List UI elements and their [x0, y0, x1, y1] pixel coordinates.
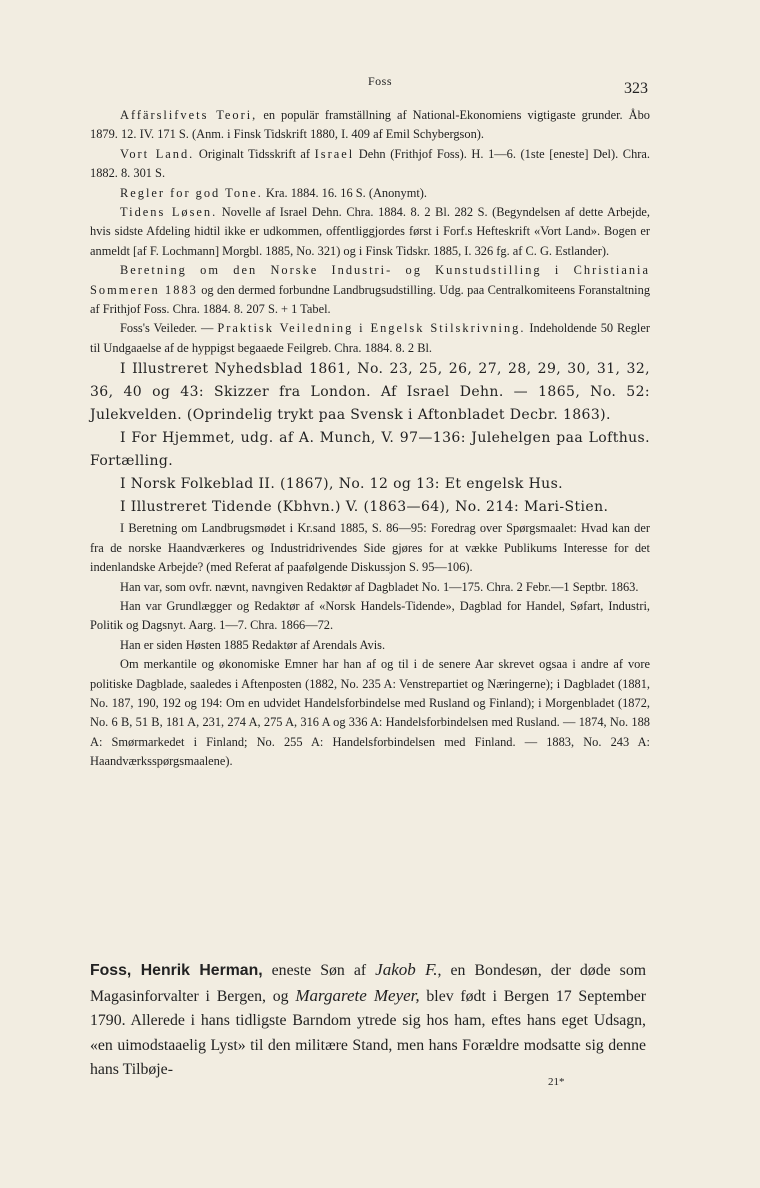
entry-affarslifvets: Affärslifvets Teori, en populär framställning af National-Ekonomiens vigtigaste grunder. Åbo 1879. 12. IV. 171 S. (Anm. i Finsk Tidskrift 1880, I. 409 af Emil Schybergson). — [90, 108, 650, 142]
paragraph-landbrugsmodet: I Beretning om Landbrugsmødet i Kr.sand 1885, S. 86—95: Foredrag over Spørgsmaalet: Hvad kan der fra de norske Haandværkeres og Industridrivendes Side gjøres for at vække Publikums Interesse for det indenlandske Arbejde? (med Referat af paafølgende Diskussjon S. 95—106). — [90, 521, 650, 575]
signature-mark: 21* — [548, 1076, 565, 1088]
biography-entry: Foss, Henrik Herman, eneste Søn af Jakob F., en Bondesøn, der døde som Magasinforvalter i Bergen, og Margarete Meyer, blev født i Bergen 17 September 1790. Allerede i hans tidligste Barndom ytrede sig hos ham, eftes hans eget Udsagn, «en uimodstaaelig Lyst» til den militære Stand, men hans Forældre modsatte sig denne hans Tilbøje- — [90, 960, 647, 1079]
entry-regler: Regler for god Tone. Kra. 1884. 16. 16 S. (Anonymt). — [120, 185, 427, 200]
entry-beretning: Beretning om den Norske Industri- og Kunstudstilling i Christiania Sommeren 1883 og den dermed forbundne Landbrugsudstilling. Udg. paa Centralkomiteens Foranstaltning af Frithjof Foss. Chra. 1884. 8. 207 S. + 1 Tabel. — [90, 263, 651, 317]
paragraph-arendals-avis: Han er siden Høsten 1885 Redaktør af Arendals Avis. — [120, 637, 386, 652]
father-name: Jakob F. — [375, 960, 438, 979]
entry-vort-land: Vort Land. Originalt Tidsskrift af Israel Dehn (Frithjof Foss). H. 1—6. (1ste [eneste] Del). Chra. 1882. 8. 301 S. — [90, 146, 650, 181]
bibliography-section — [90, 106, 650, 772]
page-number: 323 — [624, 80, 648, 97]
mother-name: Margarete Meyer, — [295, 985, 420, 1005]
fraktur-line: I Illustreret Nyhedsblad 1861, No. 23, 25, 26, 27, 28, 29, 30, 31, 32, 36, 40 og 43: Skizzer fra London. Af Israel Dehn. — 1865, No. 52: Julekvelden. (Oprindelig trykt paa Svensk i Aftonbladet Decbr. 1863). — [90, 361, 650, 424]
fraktur-block — [90, 358, 650, 519]
fraktur-line: I For Hjemmet, udg. af A. Munch, V. 97—136: Julehelgen paa Lofthus. Fortælling. — [90, 430, 650, 470]
entry-veileder: Foss's Veileder. — Praktisk Veiledning i Engelsk Stilskrivning. Indeholdende 50 Regler til Undgaaelse af de hyppigst begaaede Feilgreb. Chra. 1884. 8. 2 Bl. — [90, 321, 651, 355]
running-head: Foss — [367, 74, 392, 88]
entry-tidens-losen: Tidens Løsen. Novelle af Israel Dehn. Chra. 1884. 8. 2 Bl. 282 S. (Begyndelsen af dette Arbejde, hvis sidste Afdeling hidtil ikke er udkommen, offentliggjordes først i Forf.s Hefteskrift «Vort Land». Bogen er anmeldt [af F. Lochmann] Morgbl. 1885, No. 321) og i Finsk Tidskr. 1885, I. 326 fg. af C. G. Estlander). — [90, 205, 650, 258]
fraktur-line: I Illustreret Tidende (Kbhvn.) V. (1863—64), No. 214: Mari-Stien. — [120, 499, 609, 516]
paragraph-merkantile: Om merkantile og økonomiske Emner har han af og til i de senere Aar skrevet ogsaa i andre af vore politiske Dagblade, saaledes i Aftenposten (1882, No. 235 A: Venstrepartiet og Næringerne); i Dagbladet (1881, No. 187, 190, 192 og 194: Om en udvidet Handelsforbindelse med Rusland og Finland); i Morgenbladet (1872, No. 6 B, 51 B, 181 A, 231, 274 A, 275 A, 316 A og 336 A: Handelsforbindelsen med Rusland. — 1874, No. 188 A: Smørmarkedet i Finland; No. 255 A: Handelsforbindelsen med Finland. — 1883, No. 243 A: Haandværksspørgsmaalene). — [90, 657, 650, 769]
paragraph-handels-tidende: Han var Grundlægger og Redaktør af «Norsk Handels-Tidende», Dagblad for Handel, Søfart, Industri, Politik og Dagsnyt. Aarg. 1—7. Chra. 1866—72. — [90, 598, 650, 633]
person-name: Foss, Henrik Herman, — [90, 962, 263, 979]
fraktur-line: I Norsk Folkeblad II. (1867), No. 12 og 13: Et engelsk Hus. — [120, 476, 564, 493]
paragraph-dagbladet: Han var, som ovfr. nævnt, navngiven Redaktør af Dagbladet No. 1—175. Chra. 2 Febr.—1 Septbr. 1863. — [120, 579, 639, 594]
